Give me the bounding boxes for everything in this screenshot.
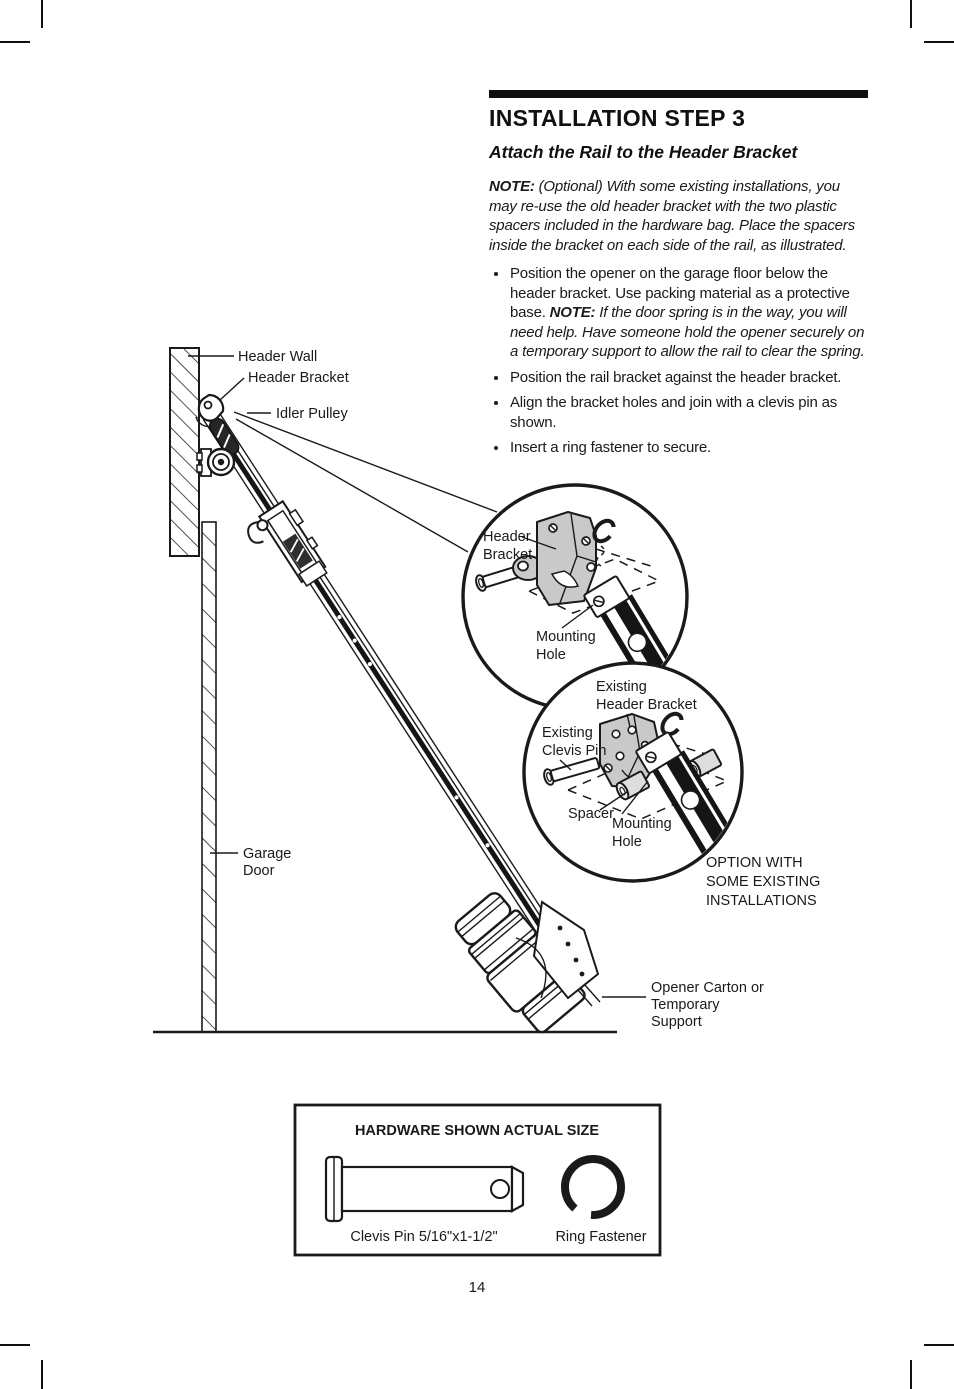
clevis-pin-actual-figure [326, 1157, 523, 1221]
inset2-label-mounting-hole-2: Hole [612, 834, 642, 850]
instruction-column [489, 90, 868, 464]
inset1-label-mounting-hole-2: Hole [536, 647, 566, 663]
inset1-label-header-bracket-2: Bracket [483, 547, 533, 563]
svg-text:SOME EXISTING: SOME EXISTING [706, 874, 821, 890]
clevis-pin-label: Clevis Pin 5/16"x1-1/2" [350, 1229, 498, 1245]
label-header-wall: Header Wall [238, 349, 318, 365]
inset1-label-header-bracket: Header [483, 529, 531, 545]
option-caption [706, 855, 820, 909]
intro-note [489, 177, 868, 255]
hardware-box [295, 1105, 660, 1255]
inline-note-label: NOTE: [549, 304, 596, 321]
inset2-label-existing-bracket: Existing [596, 679, 647, 695]
hardware-box-title: HARDWARE SHOWN ACTUAL SIZE [354, 1123, 600, 1139]
instruction-list [489, 264, 868, 458]
inline-note-text: If the door spring is in the way, you will need help. Have someone hold the opener securely on a temporary support to allow the rail to clear the spring. [510, 304, 865, 360]
door-bracket-figure [197, 449, 234, 476]
instruction-item-3: • Align the bracket holes and join with a clevis pin as shown. [509, 393, 868, 432]
section-title-bar [489, 90, 868, 98]
header-wall-figure [170, 348, 199, 556]
opener-figure [446, 885, 600, 1039]
label-opener-carton: Opener Carton or [651, 980, 764, 996]
label-garage-door: Garage [243, 846, 292, 862]
instruction-item-4: • Insert a ring fastener to secure. [509, 438, 868, 458]
label-opener-carton-2: Temporary [651, 997, 720, 1013]
label-idler-pulley: Idler Pulley [276, 406, 348, 422]
garage-door-figure [202, 522, 216, 1032]
inset2-label-existing-pin-2: Clevis Pin [542, 743, 607, 759]
ring-fastener-label: Ring Fastener [555, 1229, 647, 1245]
label-header-bracket: Header Bracket [248, 370, 349, 386]
inset1-label-mounting-hole: Mounting [536, 629, 596, 645]
label-garage-door-2: Door [243, 863, 275, 879]
instruction-item-1: • Position the opener on the garage floor below the header bracket. Use packing material as a protective base. NOTE: If the door spring is in the way, you will need help. Have someone hold the opener securely on a temporary support to allow the rail to clear the spring. [509, 264, 868, 362]
page-subtitle: Attach the Rail to the Header Bracket [489, 142, 798, 162]
inset2-label-existing-bracket-2: Header Bracket [596, 697, 697, 713]
label-opener-carton-3: Support [651, 1014, 702, 1030]
page-title: INSTALLATION STEP 3 [489, 105, 746, 131]
inset2-label-existing-pin: Existing [542, 725, 593, 741]
page-number: 14 [468, 1279, 486, 1296]
intro-note-text: (Optional) With some existing installations, you may re-use the old header bracket with the two plastic spacers included in the hardware bag. Place the spacers inside the bracket on each side of the rail, as illustrated. [489, 178, 855, 254]
svg-text:OPTION WITH: OPTION WITH [706, 855, 803, 871]
inset2-label-mounting-hole: Mounting [612, 816, 672, 832]
svg-text:INSTALLATIONS: INSTALLATIONS [706, 893, 817, 909]
intro-note-label: NOTE: [489, 178, 535, 195]
inset2-label-spacer: Spacer [568, 806, 614, 822]
instruction-item-2: • Position the rail bracket against the header bracket. [509, 368, 868, 388]
